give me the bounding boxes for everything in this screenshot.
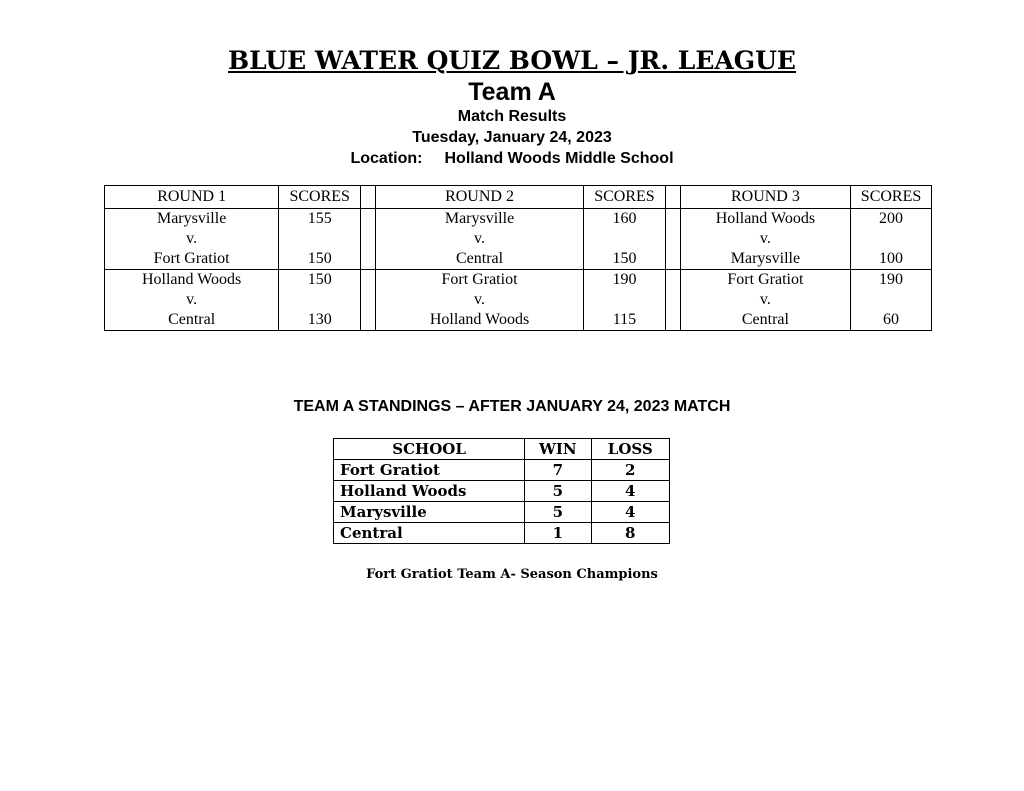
score-gap [279,290,360,310]
match-scores [279,270,361,331]
page-title: BLUE WATER QUIZ BOWL – JR. LEAGUE [228,46,796,75]
score: 100 [879,250,904,267]
match-row [105,209,932,270]
standings-row [334,460,670,481]
score: 130 [307,311,332,328]
score: 200 [879,210,904,227]
header-loss: LOSS [591,439,669,460]
team-name: Holland Woods [141,271,242,288]
rounds-table [104,185,932,331]
spacer [361,209,376,270]
standings-loss: 4 [591,481,669,502]
score: 150 [612,250,637,267]
match-teams [105,270,279,331]
match-date: Tuesday, January 24, 2023 [412,129,612,146]
standings-school: Holland Woods [334,481,525,502]
score: 190 [612,271,637,288]
standings-school: Marysville [334,502,525,523]
team-heading: Team A [468,78,556,106]
versus-label: v. [186,230,198,247]
standings-row [334,502,670,523]
versus-label: v. [759,230,771,247]
header-round-1: ROUND 1 [105,186,279,209]
spacer [665,209,680,270]
header-school: SCHOOL [334,439,525,460]
score: 115 [612,311,637,328]
subtitle: Match Results [457,108,567,125]
standings-row [334,481,670,502]
standings-title: TEAM A STANDINGS – AFTER JANUARY 24, 2023 MATCH [293,398,731,415]
header-scores-3: SCORES [851,186,932,209]
spacer [665,270,680,331]
score: 155 [307,210,332,227]
team-name: Central [741,311,789,328]
header-scores-1: SCORES [279,186,361,209]
match-teams [376,209,584,270]
match-row [105,270,932,331]
standings-loss: 4 [591,502,669,523]
standings-win: 5 [525,481,591,502]
score: 60 [883,311,900,328]
match-scores [279,209,361,270]
standings-row [334,523,670,544]
versus-label: v. [186,291,198,308]
score-gap [851,229,931,249]
standings-win: 7 [525,460,591,481]
team-name: Fort Gratiot [441,271,518,288]
standings-loss: 2 [591,460,669,481]
standings-table [333,438,670,544]
standings-win: 1 [525,523,591,544]
standings-school: Central [334,523,525,544]
score: 190 [879,271,904,288]
team-name: Fort Gratiot [153,250,230,267]
team-name: Fort Gratiot [727,271,804,288]
team-name: Marysville [444,210,515,227]
match-teams [105,209,279,270]
location-line [0,150,1024,168]
team-name: Central [168,311,216,328]
standings-header-row [334,439,670,460]
score: 150 [307,271,332,288]
standings-school: Fort Gratiot [334,460,525,481]
header-round-2: ROUND 2 [376,186,584,209]
score-gap [279,229,360,249]
location-label: Location: [350,150,423,167]
spacer [361,270,376,331]
score-gap [584,290,665,310]
team-name: Holland Woods [715,210,816,227]
match-scores [851,270,932,331]
score-gap [851,290,931,310]
score: 160 [612,210,637,227]
match-teams [680,209,850,270]
team-name: Marysville [156,210,227,227]
match-teams [680,270,850,331]
team-name: Holland Woods [429,311,530,328]
team-name: Marysville [730,250,801,267]
versus-label: v. [474,291,485,308]
spacer [665,186,680,209]
team-name: Central [455,250,504,267]
match-scores [584,209,666,270]
spacer [361,186,376,209]
header-scores-2: SCORES [584,186,666,209]
standings-win: 5 [525,502,591,523]
standings-loss: 8 [591,523,669,544]
location-value: Holland Woods Middle School [444,150,674,167]
rounds-header-row [105,186,932,209]
match-scores [851,209,932,270]
match-scores [584,270,666,331]
versus-label: v. [474,230,485,247]
score-gap [584,229,665,249]
header-round-3: ROUND 3 [680,186,850,209]
champions-note: Fort Gratiot Team A- Season Champions [366,567,658,582]
match-teams [376,270,584,331]
header-win: WIN [525,439,591,460]
versus-label: v. [759,291,771,308]
score: 150 [307,250,332,267]
